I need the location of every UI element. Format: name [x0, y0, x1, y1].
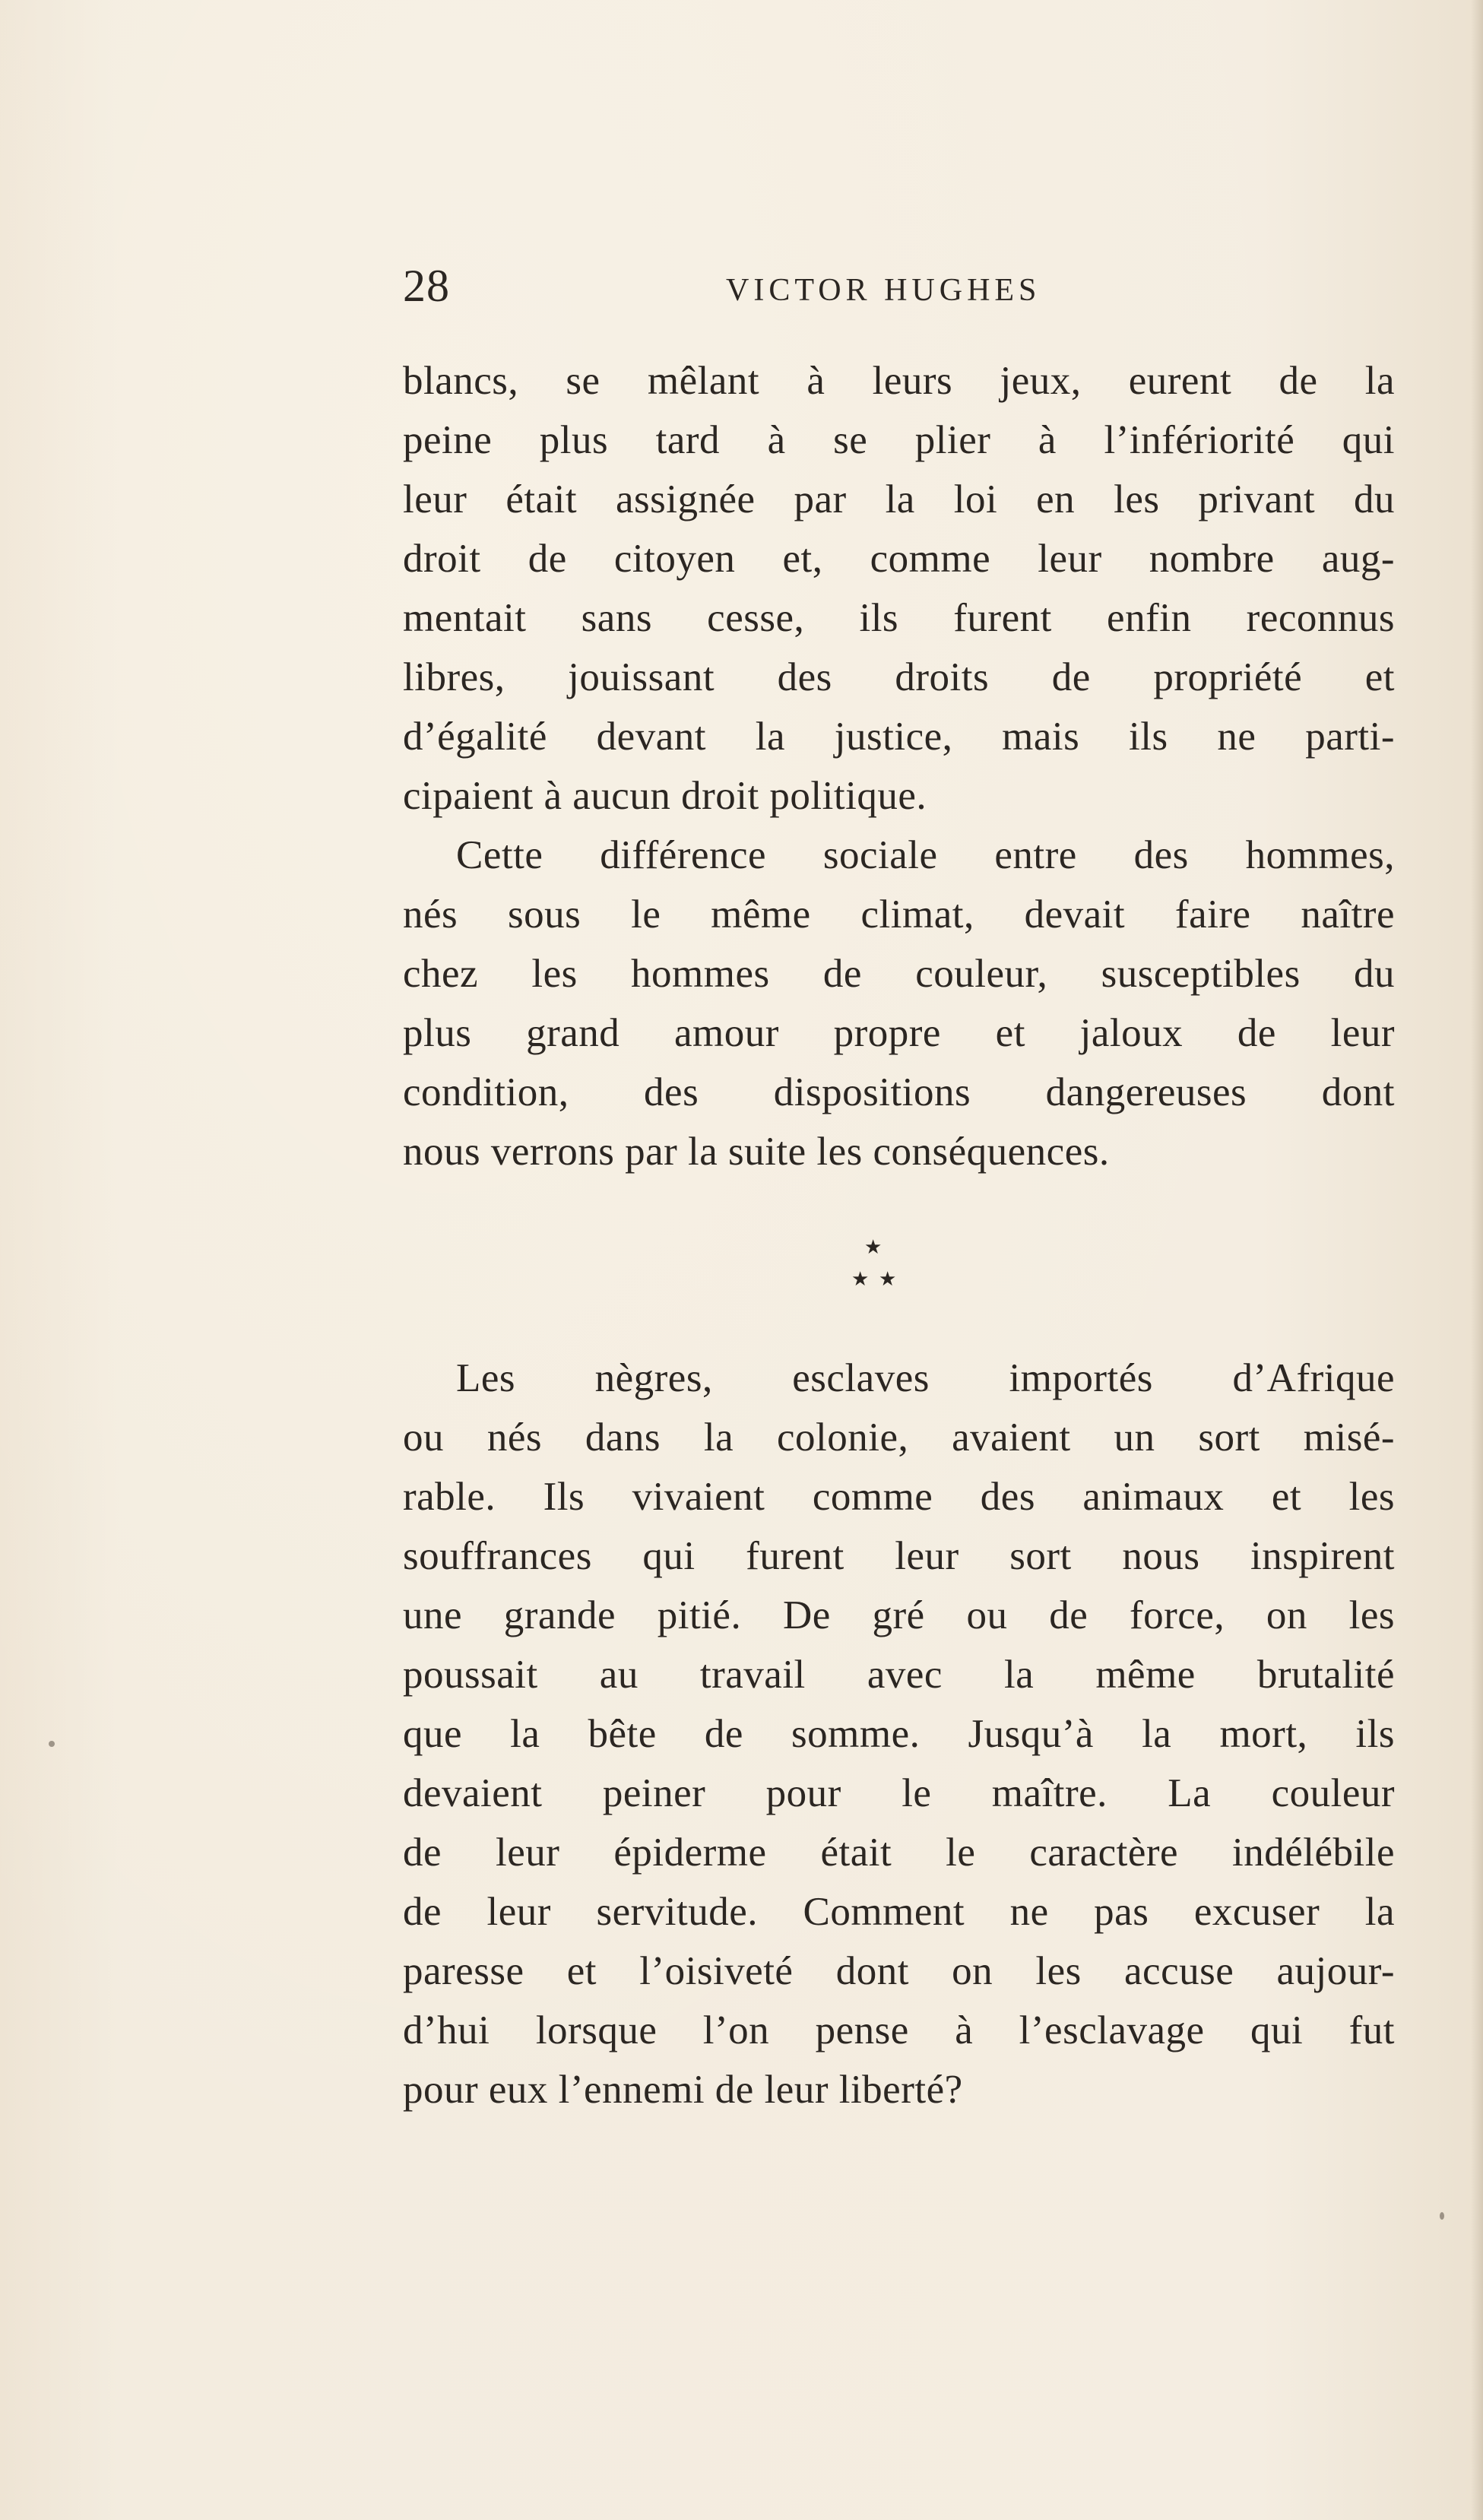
text-line: poussait au travail avec la même brutalité	[403, 1653, 1395, 1697]
text-line: paresse et l’oisiveté dont on les accuse aujour-	[403, 1949, 1395, 1993]
text-line: Les nègres, esclaves importés d’Afrique	[456, 1356, 1395, 1400]
text-line: peine plus tard à se plier à l’infériorité qui	[403, 418, 1395, 462]
paper-speck	[49, 1741, 55, 1747]
text-line: rable. Ils vivaient comme des animaux et les	[403, 1475, 1395, 1519]
page-number: 28	[403, 261, 450, 311]
text-line: nous verrons par la suite les conséquences.	[403, 1130, 1110, 1174]
separator-star-icon: ★	[879, 1268, 897, 1290]
running-title: VICTOR HUGHES	[726, 273, 1041, 308]
text-line: d’hui lorsque l’on pense à l’esclavage qui fut	[403, 2008, 1395, 2052]
text-line: Cette différence sociale entre des hommes,	[456, 833, 1395, 877]
separator-star-icon: ★	[864, 1236, 883, 1258]
text-line: droit de citoyen et, comme leur nombre aug-	[403, 537, 1395, 581]
paragraph-3	[403, 1349, 1395, 2119]
text-block-upper	[403, 351, 1395, 1181]
text-line: devaient peiner pour le maître. La couleur	[403, 1771, 1395, 1815]
text-line: souffrances qui furent leur sort nous inspirent	[403, 1534, 1395, 1578]
text-line: ou nés dans la colonie, avaient un sort misé-	[403, 1415, 1395, 1460]
text-line: nés sous le même climat, devait faire naître	[403, 892, 1395, 937]
text-line: d’égalité devant la justice, mais ils ne parti-	[403, 715, 1395, 759]
text-line: mentait sans cesse, ils furent enfin reconnus	[403, 596, 1395, 640]
text-line: chez les hommes de couleur, susceptibles du	[403, 952, 1395, 996]
text-line: libres, jouissant des droits de propriété et	[403, 655, 1395, 699]
text-line: pour eux l’ennemi de leur liberté?	[403, 2068, 963, 2112]
page-edge-shadow	[1471, 0, 1483, 2520]
text-line: plus grand amour propre et jaloux de leur	[403, 1011, 1395, 1055]
text-line: que la bête de somme. Jusqu’à la mort, ils	[403, 1712, 1395, 1756]
text-line: de leur servitude. Comment ne pas excuser la	[403, 1890, 1395, 1934]
paper-speck	[1440, 2212, 1444, 2220]
section-separator	[844, 1238, 905, 1306]
paragraph-1	[403, 351, 1395, 826]
text-line: blancs, se mêlant à leurs jeux, eurent de la	[403, 359, 1395, 403]
text-line: condition, des dispositions dangereuses dont	[403, 1070, 1395, 1114]
page-header	[403, 255, 1391, 316]
text-block-lower	[403, 1349, 1395, 2119]
text-line: cipaient à aucun droit politique.	[403, 774, 927, 818]
separator-star-icon: ★	[851, 1268, 870, 1290]
text-line: de leur épiderme était le caractère indélébile	[403, 1831, 1395, 1875]
text-line: leur était assignée par la loi en les privant du	[403, 477, 1395, 521]
text-line: une grande pitié. De gré ou de force, on les	[403, 1593, 1395, 1637]
paragraph-2	[403, 826, 1395, 1181]
